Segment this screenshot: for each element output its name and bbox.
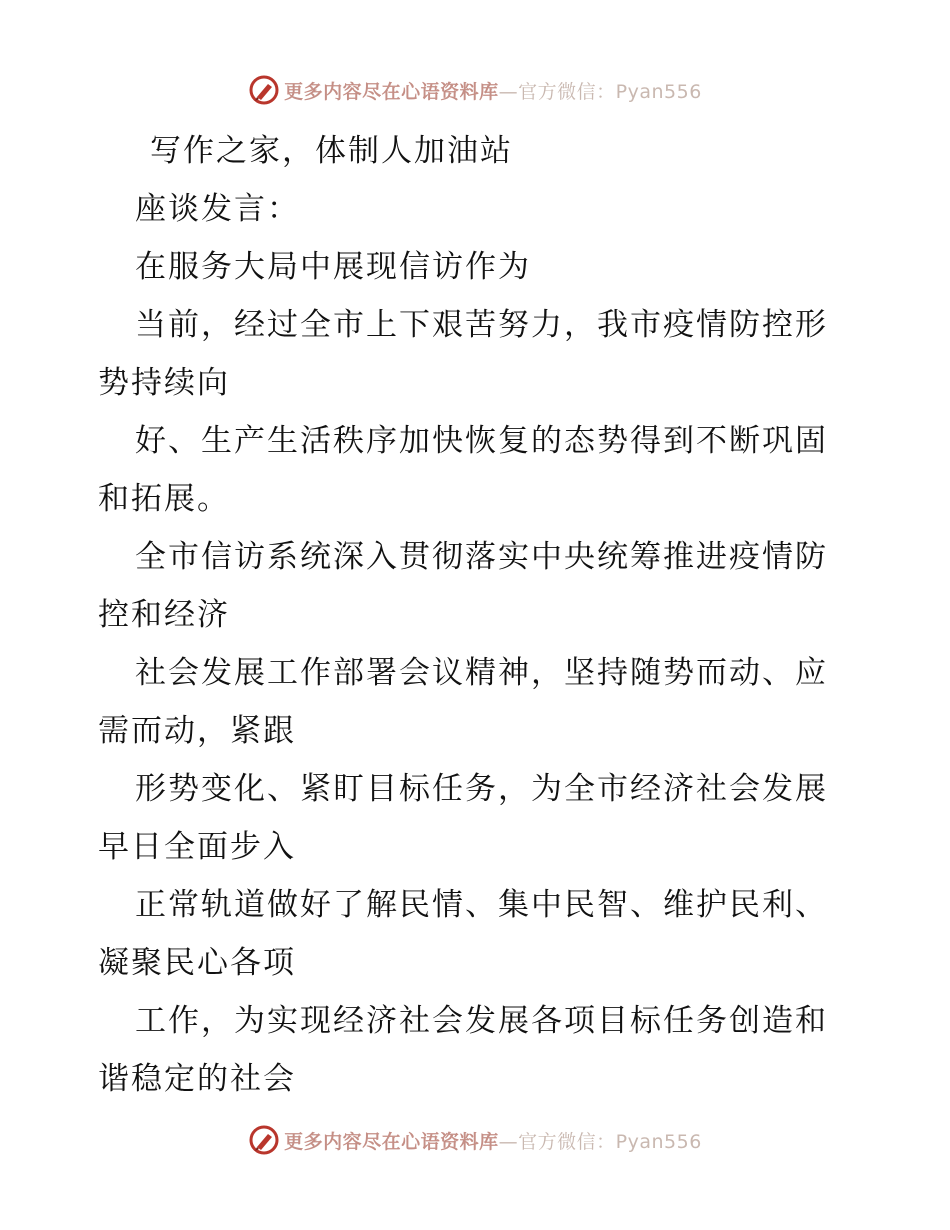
doc-line: 势持续向 bbox=[98, 365, 230, 401]
doc-line: 形势变化、紧盯目标任务，为全市经济社会发展 bbox=[135, 771, 828, 807]
doc-line: 正常轨道做好了解民情、集中民智、维护民利、 bbox=[135, 887, 828, 923]
doc-line: 全市信访系统深入贯彻落实中央统筹推进疫情防 bbox=[135, 539, 828, 575]
doc-line: 和拓展。 bbox=[98, 481, 230, 517]
doc-line: 好、生产生活秩序加快恢复的态势得到不断巩固 bbox=[135, 423, 828, 459]
doc-heading-line: 写作之家，体制人加油站 bbox=[150, 133, 513, 169]
footer-banner bbox=[0, 1120, 950, 1160]
header-banner bbox=[0, 70, 950, 110]
footer-wechat-text: 官方微信：Pyan556 bbox=[518, 1130, 702, 1153]
doc-line: 当前，经过全市上下艰苦努力，我市疫情防控形 bbox=[135, 307, 828, 343]
doc-line: 需而动，紧跟 bbox=[98, 713, 296, 749]
doc-line: 控和经济 bbox=[98, 597, 230, 633]
header-site-text: 更多内容尽在心语资料库 bbox=[284, 80, 499, 103]
doc-line: 社会发展工作部署会议精神，坚持随势而动、应 bbox=[135, 655, 828, 691]
doc-line: 座谈发言： bbox=[135, 191, 300, 227]
header-separator: — bbox=[498, 80, 519, 103]
pen-logo-icon bbox=[248, 74, 280, 106]
footer-banner-text bbox=[284, 1127, 702, 1154]
doc-line: 谐稳定的社会 bbox=[98, 1061, 296, 1097]
doc-line: 早日全面步入 bbox=[98, 829, 296, 865]
doc-line: 工作，为实现经济社会发展各项目标任务创造和 bbox=[135, 1003, 828, 1039]
footer-separator: — bbox=[498, 1130, 519, 1153]
header-banner-text bbox=[284, 77, 702, 104]
document-body bbox=[98, 122, 858, 1108]
doc-title-line: 在服务大局中展现信访作为 bbox=[135, 249, 531, 285]
footer-site-text: 更多内容尽在心语资料库 bbox=[284, 1130, 499, 1153]
pen-logo-icon bbox=[248, 1124, 280, 1156]
header-wechat-text: 官方微信：Pyan556 bbox=[518, 80, 702, 103]
doc-line: 凝聚民心各项 bbox=[98, 945, 296, 981]
